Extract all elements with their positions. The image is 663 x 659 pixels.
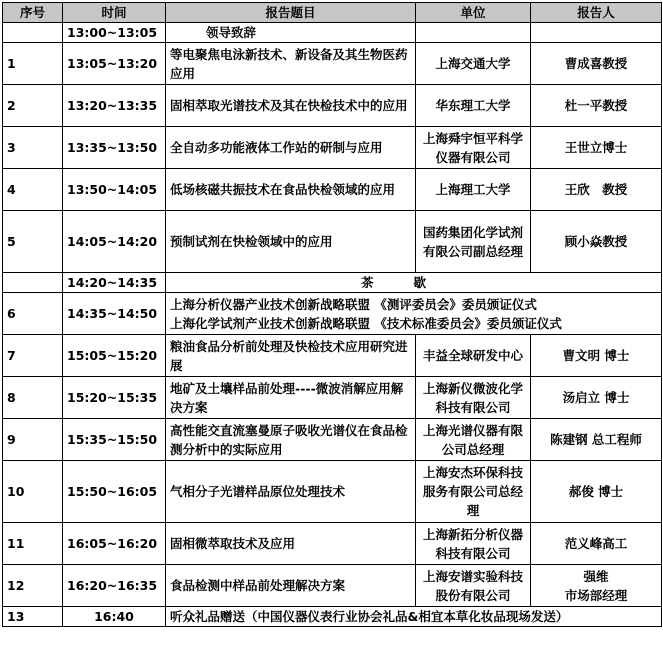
cell-no (3, 273, 63, 293)
closing-row (3, 607, 662, 627)
cell-unit: 上海理工大学 (416, 169, 531, 211)
cell-speaker: 曹成喜教授 (531, 43, 662, 85)
cell-title: 全自动多功能液体工作站的研制与应用 (166, 127, 416, 169)
cell-no: 3 (3, 127, 63, 169)
cell-no: 4 (3, 169, 63, 211)
cell-speaker: 王世立博士 (531, 127, 662, 169)
cell-unit (416, 23, 531, 43)
header-row (3, 3, 662, 23)
cell-time: 15:35~15:50 (63, 419, 166, 461)
cell-title: 高性能交直流塞曼原子吸收光谱仪在食品检测分析中的实际应用 (166, 419, 416, 461)
cell-title: 气相分子光谱样品原位处理技术 (166, 461, 416, 523)
header-speaker: 报告人 (531, 3, 662, 23)
header-no: 序号 (3, 3, 63, 23)
cell-unit: 上海交通大学 (416, 43, 531, 85)
cell-speaker: 杜一平教授 (531, 85, 662, 127)
cell-time: 15:20~15:35 (63, 377, 166, 419)
table-row (3, 461, 662, 523)
cell-unit: 上海安杰环保科技服务有限公司总经理 (416, 461, 531, 523)
header-unit: 单位 (416, 3, 531, 23)
header-title: 报告题目 (166, 3, 416, 23)
cell-title: 地矿及土壤样品前处理----微波消解应用解决方案 (166, 377, 416, 419)
table-row (3, 293, 662, 335)
cell-unit: 上海新仪微波化学科技有限公司 (416, 377, 531, 419)
cell-time: 13:20~13:35 (63, 85, 166, 127)
cell-speaker: 范义峰高工 (531, 523, 662, 565)
cell-no: 12 (3, 565, 63, 607)
cell-title: 领导致辞 (166, 23, 416, 43)
table-row (3, 335, 662, 377)
cell-speaker: 强维 市场部经理 (531, 565, 662, 607)
cell-no: 13 (3, 607, 63, 627)
cell-time: 16:20~16:35 (63, 565, 166, 607)
cell-speaker: 郝俊 博士 (531, 461, 662, 523)
cell-title: 食品检测中样品前处理解决方案 (166, 565, 416, 607)
cell-title: 固相萃取光谱技术及其在快检技术中的应用 (166, 85, 416, 127)
ceremony-line-1: 上海分析仪器产业技术创新战略联盟 《测评委员会》委员颁证仪式 (170, 296, 537, 312)
cell-time: 15:50~16:05 (63, 461, 166, 523)
schedule-table (2, 2, 662, 627)
opening-row (3, 23, 662, 43)
header-time: 时间 (63, 3, 166, 23)
cell-time: 13:05~13:20 (63, 43, 166, 85)
cell-no: 7 (3, 335, 63, 377)
table-row (3, 419, 662, 461)
cell-time: 13:35~13:50 (63, 127, 166, 169)
cell-unit: 上海舜宇恒平科学仪器有限公司 (416, 127, 531, 169)
cell-no: 5 (3, 211, 63, 273)
cell-unit: 国药集团化学试剂有限公司副总经理 (416, 211, 531, 273)
break-row (3, 273, 662, 293)
cell-unit: 上海安谱实验科技股份有限公司 (416, 565, 531, 607)
cell-time: 14:35~14:50 (63, 293, 166, 335)
cell-speaker (531, 23, 662, 43)
table-row (3, 377, 662, 419)
cell-unit: 上海光谱仪器有限公司总经理 (416, 419, 531, 461)
cell-time: 13:50~14:05 (63, 169, 166, 211)
cell-title: 低场核磁共振技术在食品快检领域的应用 (166, 169, 416, 211)
table-row (3, 169, 662, 211)
cell-speaker: 顾小焱教授 (531, 211, 662, 273)
cell-no: 9 (3, 419, 63, 461)
cell-no: 8 (3, 377, 63, 419)
cell-time: 16:05~16:20 (63, 523, 166, 565)
cell-no (3, 23, 63, 43)
cell-title: 粮油食品分析前处理及快检技术应用研究进展 (166, 335, 416, 377)
cell-time: 16:40 (63, 607, 166, 627)
table-row (3, 43, 662, 85)
cell-unit: 丰益全球研发中心 (416, 335, 531, 377)
cell-title: 预制试剂在快检领域中的应用 (166, 211, 416, 273)
cell-speaker: 王欣 教授 (531, 169, 662, 211)
cell-time: 15:05~15:20 (63, 335, 166, 377)
table-row (3, 127, 662, 169)
cell-no: 2 (3, 85, 63, 127)
table-row (3, 85, 662, 127)
cell-time: 13:00~13:05 (63, 23, 166, 43)
cell-time: 14:20~14:35 (63, 273, 166, 293)
cell-no: 1 (3, 43, 63, 85)
cell-speaker: 曹文明 博士 (531, 335, 662, 377)
cell-speaker: 陈建钢 总工程师 (531, 419, 662, 461)
cell-unit: 上海新拓分析仪器科技有限公司 (416, 523, 531, 565)
ceremony-line-2: 上海化学试剂产业技术创新战略联盟 《技术标准委员会》委员颁证仪式 (170, 315, 562, 331)
table-row (3, 523, 662, 565)
cell-title: 固相微萃取技术及应用 (166, 523, 416, 565)
cell-no: 6 (3, 293, 63, 335)
cell-speaker: 汤启立 博士 (531, 377, 662, 419)
cell-no: 10 (3, 461, 63, 523)
cell-no: 11 (3, 523, 63, 565)
ceremony-cell (166, 293, 662, 335)
cell-title: 等电聚焦电泳新技术、新设备及其生物医药应用 (166, 43, 416, 85)
break-title: 茶歇 (166, 273, 662, 293)
cell-time: 14:05~14:20 (63, 211, 166, 273)
cell-unit: 华东理工大学 (416, 85, 531, 127)
table-row (3, 211, 662, 273)
table-row (3, 565, 662, 607)
closing-title: 听众礼品赠送（中国仪器仪表行业协会礼品&相宜本草化妆品现场发送） (166, 607, 662, 627)
